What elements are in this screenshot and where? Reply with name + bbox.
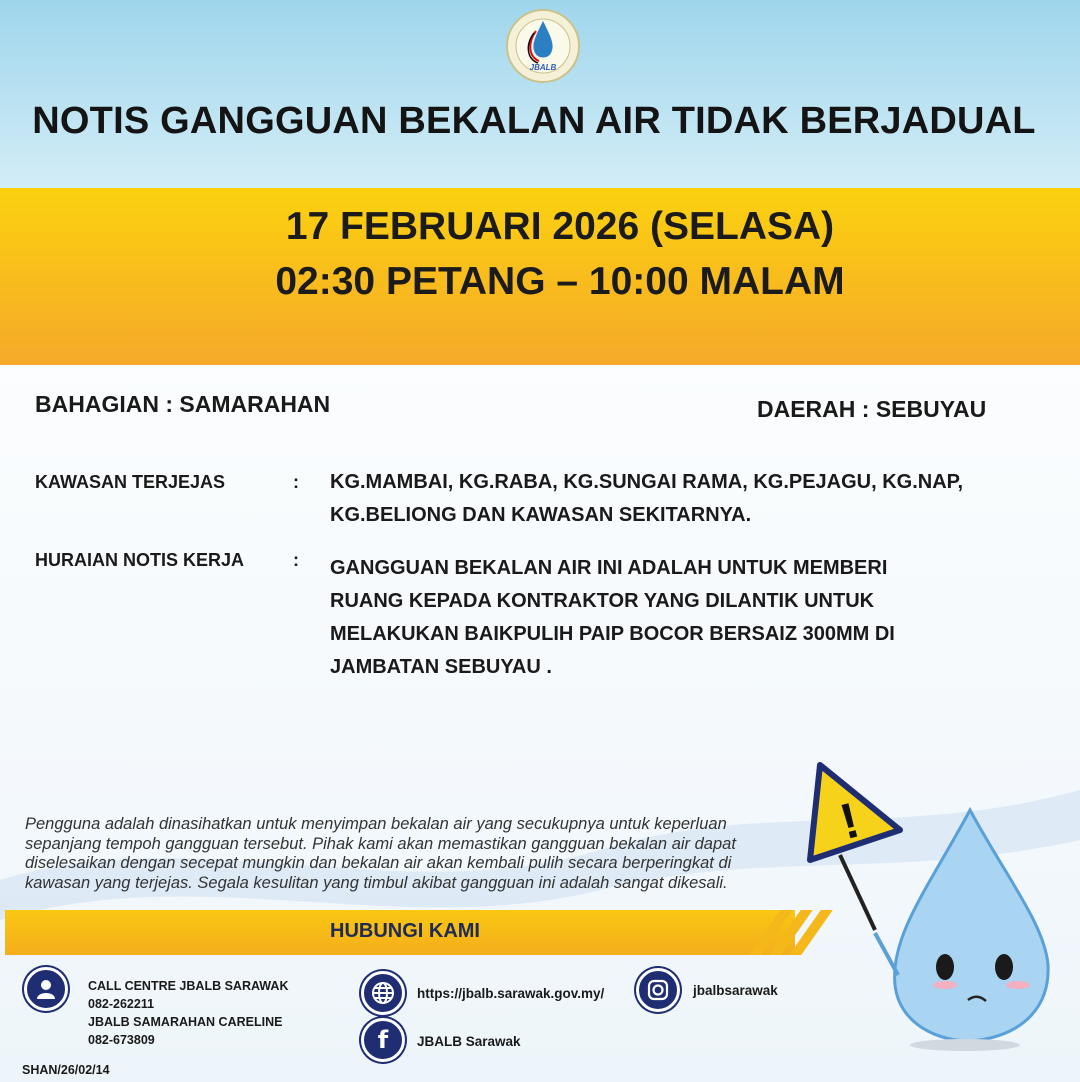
affected-label: KAWASAN TERJEJAS xyxy=(35,472,226,492)
affected-colon: : xyxy=(293,472,299,492)
jbalb-logo xyxy=(505,7,581,85)
contact-heading: HUBUNGI KAMI xyxy=(330,920,480,942)
division: BAHAGIAN : SAMARAHAN xyxy=(35,391,331,417)
description-text xyxy=(330,552,895,684)
call-centre-label: CALL CENTRE JBALB SARAWAK xyxy=(88,979,289,993)
facebook-icon: f xyxy=(361,1018,405,1062)
website-link[interactable]: https://jbalb.sarawak.gov.my/ xyxy=(417,986,605,1001)
advisory-text: Pengguna adalah dinasihatkan untuk menyimpan bekalan air yang secukupnya untuk keperluan sepanjang tempoh gangguan tersebut. Pihak kami akan memastikan gangguan bekalan air dapat diselesaikan dengan secepat mungkin dan bekalan air akan kembali pulih secara berperingkat di kawasan yang terjejas. Segala kesulitan yang timbul akibat gangguan ini adalah sangat dikesali. xyxy=(25,815,736,893)
call-centre-info xyxy=(88,977,288,1049)
warning-sign-icon xyxy=(810,765,900,860)
careline-label: JBALB SAMARAHAN CARELINE xyxy=(88,1015,283,1029)
description-line: MELAKUKAN BAIKPULIH PAIP BOCOR BERSAIZ 300MM DI xyxy=(330,623,895,645)
water-drop-mascot xyxy=(780,755,1070,1055)
description-line: GANGGUAN BEKALAN AIR INI ADALAH UNTUK MEMBERI xyxy=(330,557,888,579)
instagram-link[interactable]: jbalbsarawak xyxy=(693,983,778,998)
reference-code: SHAN/26/02/14 xyxy=(22,1063,110,1077)
description-colon: : xyxy=(293,550,299,570)
instagram-icon xyxy=(636,968,680,1012)
affected-areas xyxy=(330,466,963,532)
facebook-link[interactable]: JBALB Sarawak xyxy=(417,1034,521,1049)
description-line: JAMBATAN SEBUYAU . xyxy=(330,656,552,678)
schedule-date: 17 FEBRUARI 2026 (SELASA) xyxy=(285,205,835,248)
affected-line: KG.BELIONG DAN KAWASAN SEKITARNYA. xyxy=(330,504,752,526)
careline-phone[interactable]: 082-673809 xyxy=(88,1033,155,1047)
district: DAERAH : SEBUYAU xyxy=(757,396,987,422)
svg-text:JBALB: JBALB xyxy=(529,63,557,72)
description-label: HURAIAN NOTIS KERJA xyxy=(35,550,245,570)
schedule-time: 02:30 PETANG – 10:00 MALAM xyxy=(275,260,845,303)
call-centre-phone[interactable]: 082-262211 xyxy=(88,997,155,1011)
notice-title: NOTIS GANGGUAN BEKALAN AIR TIDAK BERJADUAL xyxy=(32,100,1036,142)
svg-text:!: ! xyxy=(834,791,865,851)
user-icon xyxy=(24,967,68,1011)
globe-icon xyxy=(361,971,405,1015)
description-line: RUANG KEPADA KONTRAKTOR YANG DILANTIK UNTUK xyxy=(330,590,875,612)
affected-line: KG.MAMBAI, KG.RABA, KG.SUNGAI RAMA, KG.PEJAGU, KG.NAP, xyxy=(330,471,963,493)
